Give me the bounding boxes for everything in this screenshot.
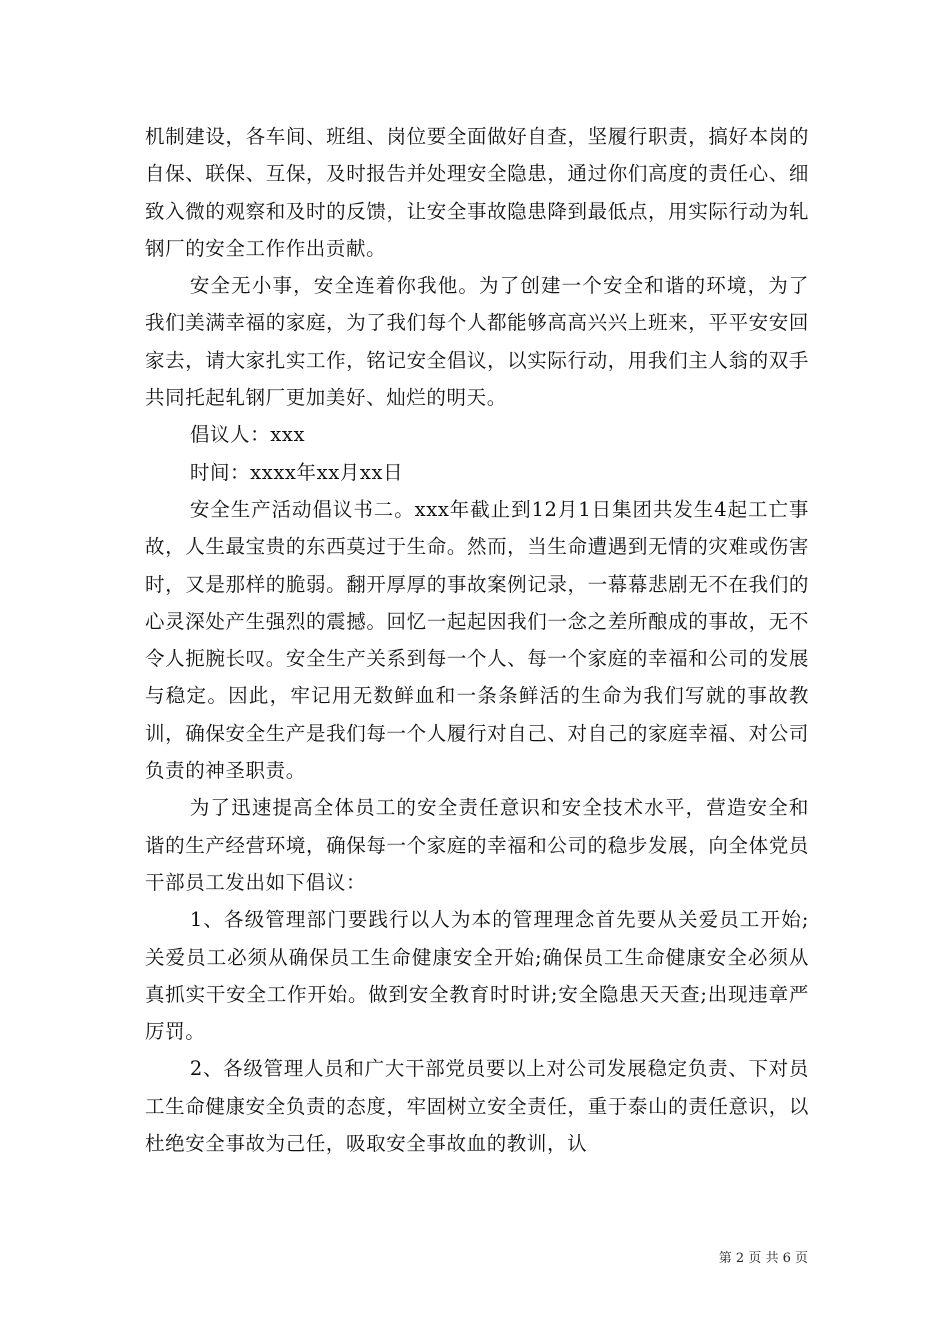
- document-body: [145, 118, 809, 1162]
- paragraph-item-2: 2、各级管理人员和广大干部党员要以上对公司发展稳定负责、下对员工生命健康安全负责的态度，牢固树立安全责任，重于泰山的责任意识，以杜绝安全事故为己任，吸取安全事故血的教训，认: [145, 1057, 809, 1156]
- signature-date: 时间：xxxx年xx月xx日: [189, 460, 404, 484]
- paragraph-item-1: 1、各级管理部门要践行以人为本的管理理念首先要从关爱员工开始;关爱员工必须从确保员工生命健康安全开始;确保员工生命健康安全必须从真抓实干安全工作开始。做到安全教育时时讲;安全隐患天天查;出现违章严厉罚。: [145, 908, 809, 1044]
- paragraph-continued: 机制建设，各车间、班组、岗位要全面做好自查，坚履行职责，搞好本岗的自保、联保、互保，及时报告并处理安全隐患，通过你们高度的责任心、细致入微的观察和及时的反馈，让安全事故隐患降到最低点，用实际行动为轧钢厂的安全工作作出贡献。: [145, 125, 809, 260]
- paragraph-proposal-purpose: 为了迅速提高全体员工的安全责任意识和安全技术水平，营造安全和谐的生产经营环境，确保每一个家庭的幸福和公司的稳步发展，向全体党员干部员工发出如下倡议：: [145, 796, 809, 894]
- page-number-footer: 第 2 页 共 6 页: [718, 1251, 808, 1266]
- paragraph-proposal-two-intro: 安全生产活动倡议书二。xxx年截止到12月1日集团共发生4起工亡事故，人生最宝贵的东西莫过于生命。然而，当生命遭遇到无情的灾难或伤害时，又是那样的脆弱。翻开厚厚的事故案例记录，一幕幕悲剧无不在我们的心灵深处产生强烈的震撼。回忆一起起因我们一念之差所酿成的事故，无不令人扼腕长叹。安全生产关系到每一个人、每一个家庭的幸福和公司的发展与稳定。因此，牢记用无数鲜血和一条条鲜活的生命为我们写就的事故教训，确保安全生产是我们每一个人履行对自己、对自己的家庭幸福、对公司负责的神圣职责。: [145, 497, 809, 783]
- paragraph-closing-appeal: 安全无小事，安全连着你我他。为了创建一个安全和谐的环境，为了我们美满幸福的家庭，为了我们每个人都能够高高兴兴上班来，平平安安回家去，请大家扎实工作，铭记安全倡议，以实际行动，用我们主人翁的双手共同托起轧钢厂更加美好、灿烂的明天。: [145, 274, 809, 410]
- signature-initiator: 倡议人：xxx: [189, 423, 306, 447]
